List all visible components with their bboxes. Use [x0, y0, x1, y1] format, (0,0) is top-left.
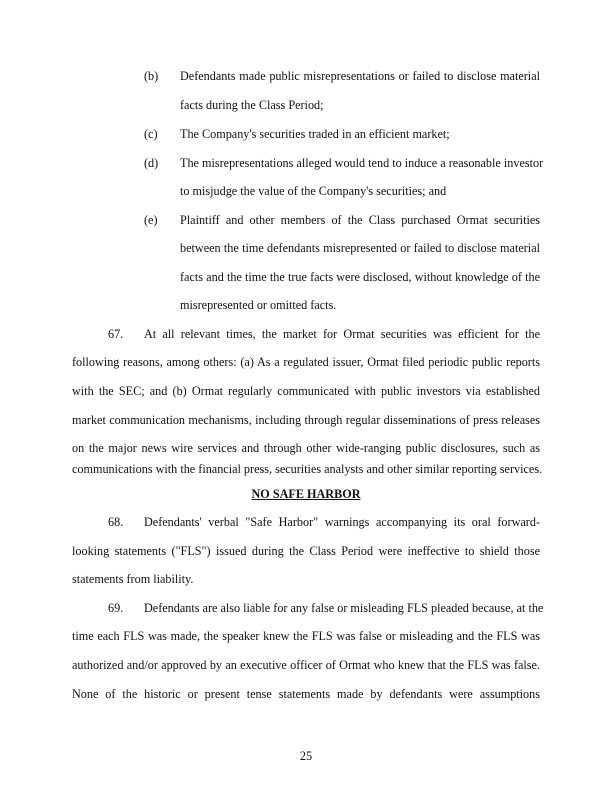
item-b-line-2: facts during the Class Period; [180, 98, 324, 112]
para-67-line-1: At all relevant times, the market for Ormat securities was efficient for the [144, 327, 540, 341]
item-d-line-2: to misjudge the value of the Company's securities; and [180, 184, 447, 198]
item-b-label: (b) [144, 69, 159, 83]
item-b-line-1: Defendants made public misrepresentations or failed to disclose material [180, 69, 540, 83]
para-68-line-3: statements from liability. [72, 572, 194, 586]
para-69-line-2: time each FLS was made, the speaker knew the FLS was false or misleading and the FLS was [72, 629, 540, 643]
para-67-line-2: following reasons, among others: (a) As a regulated issuer, Ormat filed periodic public reports [72, 355, 540, 369]
item-e-line-4: misrepresented or omitted facts. [180, 298, 337, 312]
page-number: 25 [299, 749, 313, 763]
para-67-line-6: communications with the financial press, securities analysts and other similar reporting services. [72, 462, 543, 476]
para-68-number: 68. [108, 515, 124, 529]
para-68-line-1: Defendants' verbal "Safe Harbor" warnings accompanying its oral forward- [144, 515, 540, 529]
para-67-line-4: market communication mechanisms, including through regular disseminations of press releases [72, 413, 540, 427]
para-69-line-4: None of the historic or present tense statements made by defendants were assumptions [72, 687, 540, 701]
item-d-label: (d) [144, 156, 159, 170]
item-e-line-1: Plaintiff and other members of the Class purchased Ormat securities [180, 213, 540, 227]
para-68-line-2: looking statements ("FLS") issued during the Class Period were ineffective to shield those [72, 544, 540, 558]
item-e-line-3: facts and the time the true facts were disclosed, without knowledge of the [180, 270, 540, 284]
para-69-line-1: Defendants are also liable for any false or misleading FLS pleaded because, at the [144, 601, 544, 615]
item-c-label: (c) [144, 127, 158, 141]
para-69-number: 69. [108, 601, 124, 615]
para-69-line-3: authorized and/or approved by an executive officer of Ormat who knew that the FLS was false. [72, 658, 540, 672]
item-c-line-1: The Company's securities traded in an efficient market; [180, 127, 450, 141]
para-67-line-3: with the SEC; and (b) Ormat regularly communicated with public investors via established [72, 384, 540, 398]
para-67-number: 67. [108, 327, 124, 341]
item-d-line-1: The misrepresentations alleged would tend to induce a reasonable investor [180, 156, 544, 170]
para-67-line-5: on the major news wire services and through other wide-ranging public disclosures, such as [72, 441, 540, 455]
item-e-label: (e) [144, 213, 158, 227]
section-heading: NO SAFE HARBOR [251, 487, 361, 501]
item-e-line-2: between the time defendants misrepresented or failed to disclose material [180, 241, 540, 255]
